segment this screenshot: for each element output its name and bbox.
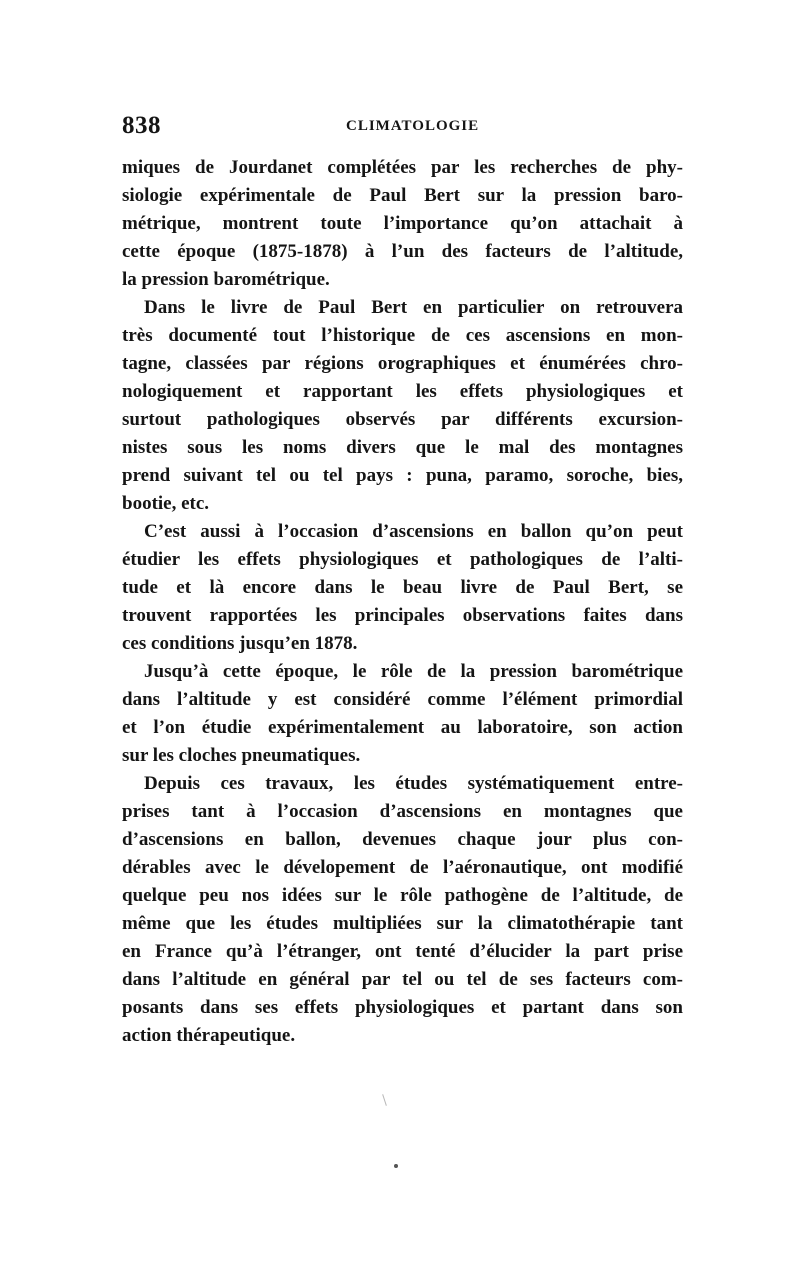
print-dot [394,1164,398,1168]
text-line: Dans le livre de Paul Bert en particulier on retrouvera [144,297,683,318]
text-line: étudier les effets physiologiques et pathologiques de l’alti- [122,549,683,570]
text-line: Depuis ces travaux, les études systématiquement entre- [144,773,683,794]
text-line: trouvent rapportées les principales observations faites dans [122,605,683,626]
text-line: quelque peu nos idées sur le rôle pathogène de l’altitude, de [122,885,683,906]
text-line: sur les cloches pneumatiques. [122,745,361,766]
text-line: la pression barométrique. [122,269,330,290]
text-line: d’ascensions en ballon, devenues chaque jour plus con- [122,829,683,850]
text-line: tagne, classées par régions orographiques et énumérées chro- [122,353,683,374]
text-line: surtout pathologiques observés par différents excursion- [122,409,683,430]
text-line: Jusqu’à cette époque, le rôle de la pression barométrique [144,661,683,682]
text-line: siologie expérimentale de Paul Bert sur la pression baro- [122,185,683,206]
text-line: nologiquement et rapportant les effets physiologiques et [122,381,683,402]
text-line: très documenté tout l’historique de ces ascensions en mon- [122,325,683,346]
text-line: dans l’altitude y est considéré comme l’élément primordial [122,689,683,710]
chapter-title: CLIMATOLOGIE [346,118,480,134]
paragraph [122,770,683,1050]
text-line: même que les études multipliées sur la climatothérapie tant [122,913,683,934]
text-line: bootie, etc. [122,493,210,514]
paragraph [122,154,683,294]
text-line: et l’on étudie expérimentalement au laboratoire, son action [122,717,683,738]
paragraph [122,658,683,770]
print-mark [382,1094,387,1106]
text-line: prend suivant tel ou tel pays : puna, paramo, soroche, bies, [122,465,683,486]
text-line: posants dans ses effets physiologiques et partant dans son [122,997,683,1018]
text-line: action thérapeutique. [122,1025,296,1046]
text-line: prises tant à l’occasion d’ascensions en montagnes que [122,801,683,822]
text-line: cette époque (1875-1878) à l’un des facteurs de l’altitude, [122,241,683,262]
text-line: ces conditions jusqu’en 1878. [122,633,358,654]
text-line: nistes sous les noms divers que le mal des montagnes [122,437,683,458]
text-line: en France qu’à l’étranger, ont tenté d’élucider la part prise [122,941,683,962]
text-line: miques de Jourdanet complétées par les recherches de phy- [122,157,683,178]
text-line: dans l’altitude en général par tel ou tel de ses facteurs com- [122,969,683,990]
text-line: métrique, montrent toute l’importance qu’on attachait à [122,213,683,234]
body-text [122,154,683,1050]
paragraph [122,294,683,518]
text-line: dérables avec le dévelopement de l’aéronautique, ont modifié [122,857,683,878]
text-line: tude et là encore dans le beau livre de Paul Bert, se [122,577,683,598]
running-header [122,112,682,142]
paragraph [122,518,683,658]
text-line: C’est aussi à l’occasion d’ascensions en ballon qu’on peut [144,521,683,542]
page-number: 838 [122,112,161,139]
